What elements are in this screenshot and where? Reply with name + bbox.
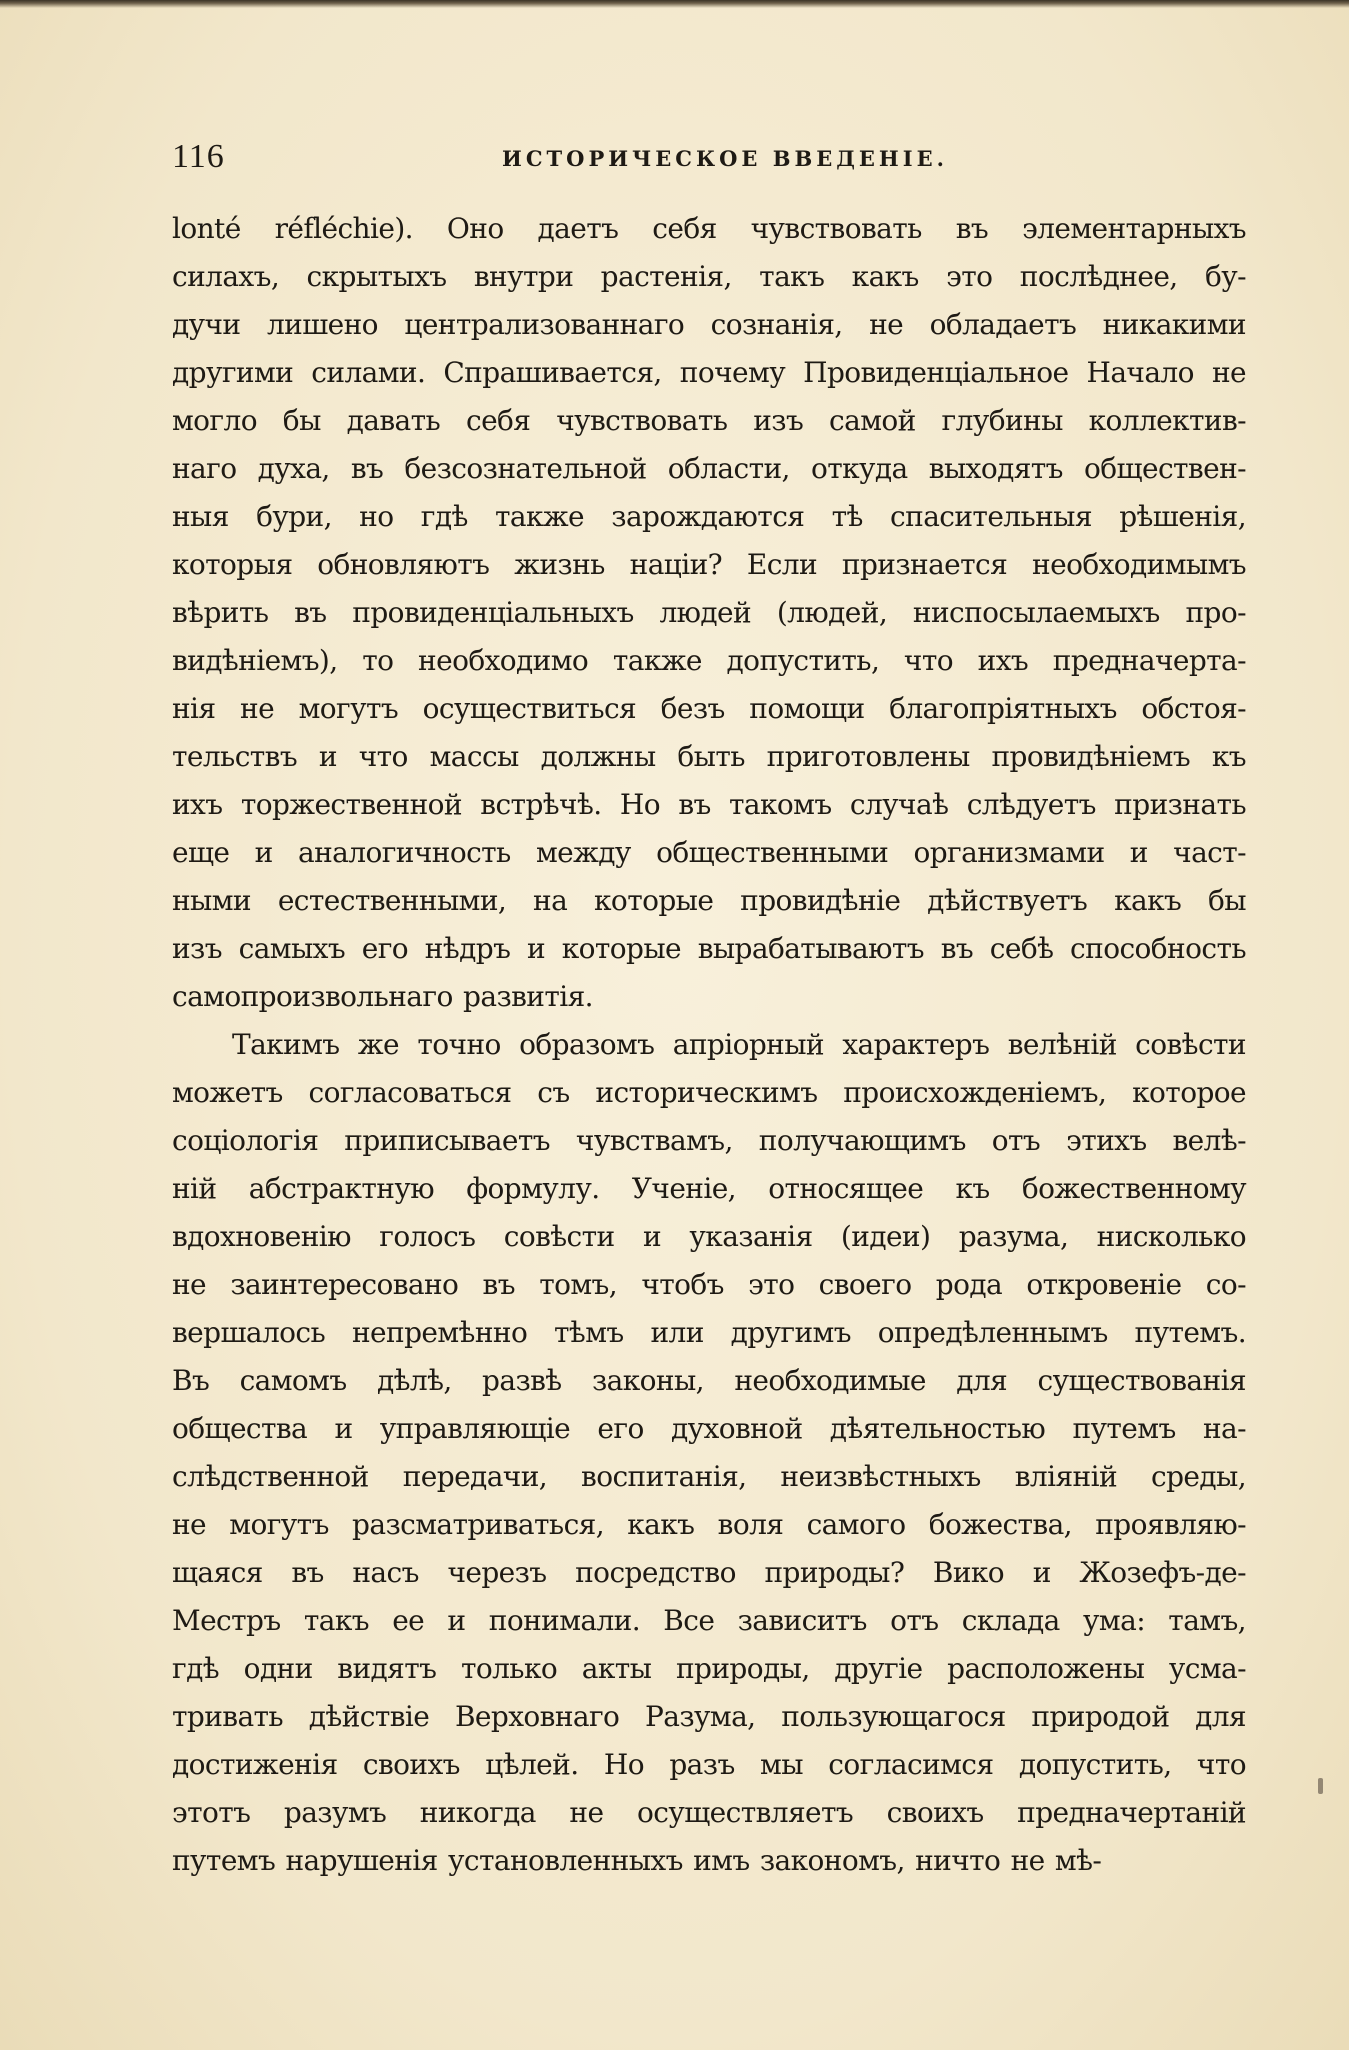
text-line: вдохновенію голосъ совѣсти и указанія (идеи) разума, нисколько [172,1220,1246,1253]
paragraph [172,1021,1246,1885]
text-line: lonté réfléchie). Оно даетъ себя чувствовать въ элементарныхъ [172,212,1246,245]
text-line: которыя обновляютъ жизнь націи? Если признается необходимымъ [172,548,1246,581]
text-line: тельствъ и что массы должны быть приготовлены провидѣніемъ къ [172,740,1246,773]
text-line: щаяся въ насъ черезъ посредство природы? Вико и Жозефъ-де- [172,1556,1246,1589]
text-line: видѣніемъ), то необходимо также допустить, что ихъ предначерта- [172,644,1246,677]
text-line: достиженія своихъ цѣлей. Но разъ мы согласимся допустить, что [172,1748,1246,1781]
text-line: ихъ торжественной встрѣчѣ. Но въ такомъ случаѣ слѣдуетъ признать [172,788,1246,821]
running-head: ИСТОРИЧЕСКОЕ ВВЕДЕНІЕ. [502,146,948,171]
text-line: еще и аналогичность между общественными организмами и част- [172,836,1246,869]
text-line: соціологія приписываетъ чувствамъ, получающимъ отъ этихъ велѣ- [172,1124,1246,1157]
text-line: вѣрить въ провиденціальныхъ людей (людей, ниспосылаемыхъ про- [172,596,1246,629]
scan-edge-shadow [0,0,1349,8]
text-line: не заинтересовано въ томъ, чтобъ это своего рода откровеніе со- [172,1268,1246,1301]
text-line: Въ самомъ дѣлѣ, развѣ законы, необходимые для существованія [172,1364,1246,1397]
text-line: этотъ разумъ никогда не осуществляетъ своихъ предначертаній [172,1796,1246,1829]
text-line: дучи лишено централизованнаго сознанія, не обладаетъ никакими [172,308,1246,341]
text-line: слѣдственной передачи, воспитанія, неизвѣстныхъ вліяній среды, [172,1460,1246,1493]
scan-speck [1318,1778,1323,1794]
text-line: наго духа, въ безсознательной области, откуда выходятъ обществен- [172,452,1246,485]
text-line: гдѣ одни видятъ только акты природы, другіе расположены усма- [172,1652,1246,1685]
page-header [172,138,1246,178]
text-line: можетъ согласоваться съ историческимъ происхожденіемъ, которое [172,1076,1246,1109]
text-line: ній абстрактную формулу. Ученіе, относящее къ божественному [172,1172,1246,1205]
text-line: ныя бури, но гдѣ также зарождаются тѣ спасительныя рѣшенія, [172,500,1246,533]
text-line: вершалось непремѣнно тѣмъ или другимъ опредѣленнымъ путемъ. [172,1316,1246,1349]
text-line: могло бы давать себя чувствовать изъ самой глубины коллектив- [172,404,1246,437]
text-line: самопроизвольнаго развитія. [172,980,593,1013]
text-line: Местръ такъ ее и понимали. Все зависитъ отъ склада ума: тамъ, [172,1604,1246,1637]
page-number: 116 [172,138,225,175]
text-line: ными естественными, на которые провидѣніе дѣйствуетъ какъ бы [172,884,1246,917]
text-line: тривать дѣйствіе Верховнаго Разума, пользующагося природой для [172,1700,1246,1733]
text-line: общества и управляющіе его духовной дѣятельностью путемъ на- [172,1412,1246,1445]
text-line: Такимъ же точно образомъ апріорный характеръ велѣній совѣсти [232,1028,1246,1061]
text-line: не могутъ разсматриваться, какъ воля самого божества, проявляю- [172,1508,1246,1541]
text-line: нія не могутъ осуществиться безъ помощи благопріятныхъ обстоя- [172,692,1246,725]
text-line: изъ самыхъ его нѣдръ и которые вырабатываютъ въ себѣ способность [172,932,1246,965]
text-line: путемъ нарушенія установленныхъ имъ закономъ, ничто не мѣ- [172,1844,1102,1877]
text-line: силахъ, скрытыхъ внутри растенія, такъ какъ это послѣднее, бу- [172,260,1246,293]
text-line: другими силами. Спрашивается, почему Провиденціальное Начало не [172,356,1246,389]
paragraph [172,205,1246,1021]
body-text [172,205,1246,1885]
